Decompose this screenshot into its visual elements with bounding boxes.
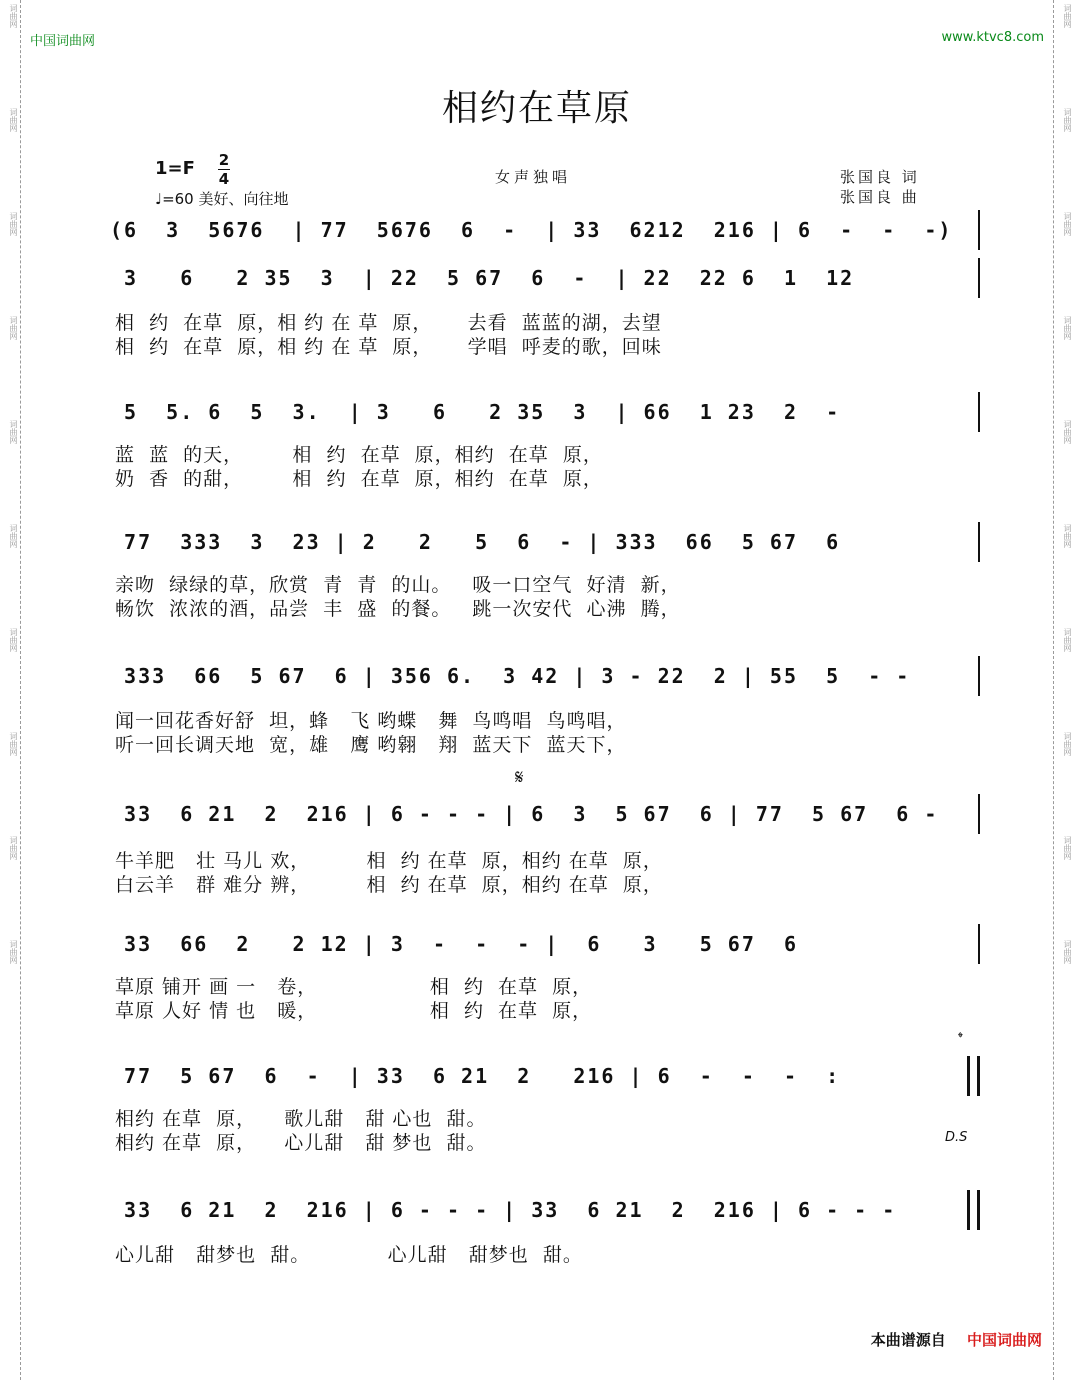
barline xyxy=(978,656,980,696)
barline xyxy=(978,522,980,562)
right-margin-strip xyxy=(1053,0,1074,1380)
lyricist-credit: 张国良 词 xyxy=(840,168,920,186)
side-watermark: 词曲网 xyxy=(1063,524,1072,548)
final-barline xyxy=(977,1190,980,1230)
side-watermark: 词曲网 xyxy=(9,836,18,860)
side-watermark: 词曲网 xyxy=(9,732,18,756)
final-barline xyxy=(967,1190,970,1230)
segno-sign: 𝄋 xyxy=(515,765,524,789)
barline xyxy=(978,258,980,298)
time-signature xyxy=(218,152,230,187)
site-url-link[interactable]: www.ktvc8.com xyxy=(941,30,1044,45)
side-watermark: 词曲网 xyxy=(9,4,18,28)
notation-line: (6 3 5676 | 77 5676 6 - | 33 6212 216 | 6 - - -) xyxy=(110,218,953,242)
side-watermark: 词曲网 xyxy=(9,316,18,340)
tempo-marking: ♩=60 美好、向往地 xyxy=(155,190,289,208)
dal-segno-marking: D.S xyxy=(945,1130,968,1145)
lyric-verse-2: 相 约 在草 原，相 约 在 草 原， 学唱 呼麦的歌，回味 xyxy=(115,336,662,358)
repeat-barline xyxy=(977,1056,980,1096)
source-site-link[interactable]: 中国词曲网 xyxy=(966,1331,1042,1349)
side-watermark: 词曲网 xyxy=(1063,628,1072,652)
composer-credit: 张国良 曲 xyxy=(840,188,920,206)
barline xyxy=(978,924,980,964)
notation-line: 33 6 21 2 216 | 6 - - - | 6 3 5 67 6 | 77 5 67 6 - xyxy=(110,802,939,826)
site-name-link[interactable]: 中国词曲网 xyxy=(30,34,96,49)
lyric-verse-2: 相约 在草 原， 心儿甜 甜 梦也 甜。 xyxy=(115,1132,487,1154)
voice-type: 女声独唱 xyxy=(495,168,572,186)
lyric-verse-2: 奶 香 的甜， 相 约 在草 原，相约 在草 原， xyxy=(115,468,603,490)
side-watermark: 词曲网 xyxy=(1063,940,1072,964)
side-watermark: 词曲网 xyxy=(1063,212,1072,236)
notation-line: 77 333 3 23 | 2 2 5 6 - | 333 66 5 67 6 xyxy=(110,530,841,554)
key-signature: 1=F xyxy=(155,158,195,179)
source-label: 本曲谱源自 xyxy=(870,1331,946,1349)
lyric-verse-2: 听一回长调天地 宽，雄 鹰 哟翱 翔 蓝天下 蓝天下， xyxy=(115,734,627,756)
side-watermark: 词曲网 xyxy=(1063,732,1072,756)
lyric-verse-2: 畅饮 浓浓的酒，品尝 丰 盛 的餐。 跳一次安代 心沸 腾， xyxy=(115,598,681,620)
barline xyxy=(978,210,980,250)
side-watermark: 词曲网 xyxy=(1063,4,1072,28)
barline xyxy=(978,392,980,432)
repeat-barline xyxy=(967,1056,970,1096)
lyric-verse-1: 亲吻 绿绿的草，欣赏 青 青 的山。 吸一口空气 好清 新， xyxy=(115,574,681,596)
time-sig-top: 2 xyxy=(218,151,230,169)
side-watermark: 词曲网 xyxy=(9,940,18,964)
notation-line: 33 6 21 2 216 | 6 - - - | 33 6 21 2 216 | 6 - - - xyxy=(110,1198,897,1222)
side-watermark: 词曲网 xyxy=(9,108,18,132)
lyric-verse-2: 草原 人好 情 也 暖， 相 约 在草 原， xyxy=(115,1000,593,1022)
lyric-verse-1: 牛羊肥 壮 马儿 欢， 相 约 在草 原，相约 在草 原， xyxy=(115,850,663,872)
coda-sign: 𝄌 xyxy=(958,1030,963,1046)
side-watermark: 词曲网 xyxy=(9,628,18,652)
notation-line: 5 5. 6 5 3. | 3 6 2 35 3 | 66 1 23 2 - xyxy=(110,400,841,424)
notation-line: 77 5 67 6 - | 33 6 21 2 216 | 6 - - - : xyxy=(110,1064,841,1088)
side-watermark: 词曲网 xyxy=(1063,836,1072,860)
barline xyxy=(978,794,980,834)
time-sig-bottom: 4 xyxy=(218,170,230,188)
lyric-verse-1: 相 约 在草 原，相 约 在 草 原， 去看 蓝蓝的湖，去望 xyxy=(115,312,662,334)
footer-source xyxy=(871,1329,1042,1350)
lyric-verse-2: 白云羊 群 难分 辨， 相 约 在草 原，相约 在草 原， xyxy=(115,874,663,896)
side-watermark: 词曲网 xyxy=(1063,420,1072,444)
side-watermark: 词曲网 xyxy=(1063,316,1072,340)
notation-line: 333 66 5 67 6 | 356 6. 3 42 | 3 - 22 2 | 55 5 - - xyxy=(110,664,911,688)
left-margin-strip xyxy=(0,0,21,1380)
lyric-verse-1: 蓝 蓝 的天， 相 约 在草 原，相约 在草 原， xyxy=(115,444,603,466)
side-watermark: 词曲网 xyxy=(9,524,18,548)
song-title: 相约在草原 xyxy=(441,88,632,129)
lyric-verse-1: 相约 在草 原， 歌儿甜 甜 心也 甜。 xyxy=(115,1108,487,1130)
side-watermark: 词曲网 xyxy=(9,212,18,236)
lyric-verse-1: 心儿甜 甜梦也 甜。 心儿甜 甜梦也 甜。 xyxy=(115,1244,583,1266)
lyric-verse-1: 草原 铺开 画 一 卷， 相 约 在草 原， xyxy=(115,976,593,998)
notation-line: 33 66 2 2 12 | 3 - - - | 6 3 5 67 6 xyxy=(110,932,799,956)
side-watermark: 词曲网 xyxy=(9,420,18,444)
notation-line: 3 6 2 35 3 | 22 5 67 6 - | 22 22 6 1 12 xyxy=(110,266,855,290)
side-watermark: 词曲网 xyxy=(1063,108,1072,132)
lyric-verse-1: 闻一回花香好舒 坦，蜂 飞 哟蝶 舞 鸟鸣唱 鸟鸣唱， xyxy=(115,710,627,732)
